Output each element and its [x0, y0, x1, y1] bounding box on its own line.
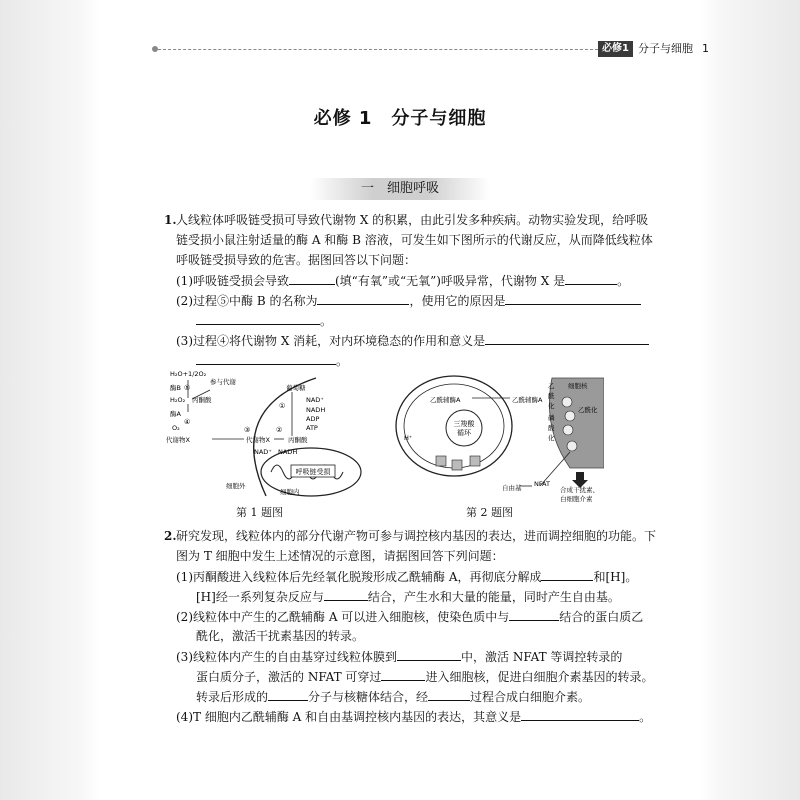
- q1-part1-text: (填“有氧”或“无氧”)呼吸异常，代谢物 X 是: [335, 274, 566, 288]
- q1-part2-text: 。: [320, 314, 333, 328]
- answer-blank[interactable]: [196, 350, 336, 365]
- pyruvate-mid-label: 丙酮酸: [288, 436, 308, 444]
- q1-stem-line: 人线粒体呼吸链受损可导致代谢物 X 的积累，由此引发多种疾病。动物实验发现，给呼吸: [176, 213, 649, 227]
- product-label-1: 合成干扰素、: [560, 486, 599, 494]
- glucose-label: 葡萄糖: [286, 384, 306, 392]
- h2o2-label: H₂O₂: [170, 396, 186, 404]
- answer-blank[interactable]: [196, 310, 320, 325]
- q1-part2-text: (2)过程⑤中酶 B 的名称为: [176, 294, 318, 308]
- tca-label-2: 循环: [457, 429, 471, 437]
- answer-blank[interactable]: [317, 290, 409, 305]
- header-title: 分子与细胞: [638, 42, 693, 55]
- q1-part1-text: (1)呼吸链受损会导致: [176, 274, 289, 288]
- chapter-title: 必修 1 分子与细胞: [313, 108, 487, 129]
- q2-part3-cont: [196, 666, 653, 687]
- figure-2-diagram: [392, 368, 604, 502]
- nad2-label: NAD⁺: [254, 448, 272, 456]
- q2-part4: [176, 706, 651, 727]
- q2-part3-text: (3)线粒体内产生的自由基穿过线粒体膜到: [176, 650, 397, 664]
- metabolite-x-left: 代谢物X: [166, 436, 190, 444]
- nucleus-label: 细胞核: [568, 382, 588, 390]
- q2-stem-line: 图为 T 细胞中发生上述情况的示意图，请据图回答下列问题：: [176, 549, 504, 563]
- q2-part3-cont: [196, 686, 590, 707]
- phosphorylation-char: 磷: [548, 414, 555, 422]
- header-rule: [158, 49, 598, 50]
- nfat-label: NFAT: [534, 480, 550, 488]
- answer-blank[interactable]: [381, 666, 425, 681]
- q1-part2-cont: [196, 310, 332, 331]
- q1-part2: [176, 290, 641, 311]
- nad-label: NAD⁺: [306, 396, 324, 404]
- step2-label: ②: [276, 426, 283, 434]
- q2-number: 2.: [164, 529, 177, 543]
- q2-part2-text: 结合的蛋白质乙: [559, 610, 644, 624]
- phosphorylation-char: 化: [548, 434, 555, 442]
- product-label-2: 白细胞介素: [560, 495, 593, 502]
- q2-part1-text: 和[H]。: [593, 570, 638, 584]
- h-plus-label: H⁺: [404, 434, 413, 442]
- q1-part2-text: ，使用它的原因是: [409, 294, 506, 308]
- figure-1-diagram: [166, 368, 376, 500]
- pyruvate-left-label: 丙酮酸: [192, 396, 212, 404]
- left-page-shadow: [0, 0, 100, 800]
- step1-label: ①: [279, 402, 286, 410]
- enzyme-a-label: 酶A: [170, 410, 181, 418]
- q2-part2-text: (2)线粒体中产生的乙酰辅酶 A 可以进入细胞核，使染色质中与: [176, 610, 510, 624]
- q2-part2: [176, 606, 643, 627]
- inside-cell-label: 细胞内: [280, 488, 300, 496]
- q2-part3-text: 中，激活 NFAT 等调控转录的: [461, 650, 623, 664]
- answer-blank[interactable]: [324, 586, 368, 601]
- outside-cell-label: 细胞外: [226, 482, 246, 490]
- o2-label: O₂: [172, 424, 180, 432]
- free-radical-label: 自由基: [502, 484, 522, 492]
- q1-part3: [176, 330, 649, 351]
- answer-blank[interactable]: [428, 686, 470, 701]
- answer-blank[interactable]: [268, 686, 308, 701]
- answer-blank[interactable]: [397, 646, 461, 661]
- q1-stem-line: 链受损小鼠注射适量的酶 A 和酶 B 溶液，可发生如下图所示的代谢反应，从而降低线粒体: [176, 233, 653, 247]
- q2-part3: [176, 646, 622, 667]
- q2-part1-cont: [196, 586, 620, 607]
- tca-label-1: 三羧酸: [453, 420, 475, 428]
- nadh2-label: NADH: [278, 448, 298, 456]
- section-title: 一 细胞呼吸: [360, 181, 439, 196]
- participate-metabolism: 参与代谢: [210, 378, 236, 386]
- q1-number: 1.: [164, 213, 177, 227]
- q2-part1-text: [H]经一系列复杂反应与: [196, 590, 324, 604]
- figure-2-caption: 第 2 题图: [466, 506, 513, 519]
- q2-part2-cont: 酰化，激活干扰素基因的转录。: [196, 629, 365, 643]
- step5-label: ⑤: [184, 384, 191, 392]
- enzyme-b-label: 酶B: [170, 384, 181, 392]
- answer-blank[interactable]: [521, 706, 639, 721]
- adp-label: ADP: [306, 415, 320, 423]
- q2-part1-text: (1)丙酮酸进入线粒体后先经氧化脱羧形成乙酰辅酶 A，再彻底分解成: [176, 570, 542, 584]
- metabolite-x-mid: 代谢物X: [246, 436, 270, 444]
- answer-blank[interactable]: [565, 270, 617, 285]
- answer-blank[interactable]: [541, 566, 593, 581]
- acetylation-char: 乙: [548, 382, 555, 390]
- q1-stem-line: 呼吸链受损导致的危害。据图回答以下问题：: [176, 253, 417, 267]
- answer-blank[interactable]: [505, 290, 641, 305]
- figure-1-caption: 第 1 题图: [236, 506, 283, 519]
- q1-part1: [176, 270, 629, 291]
- step4-label: ④: [184, 418, 191, 426]
- right-page-shadow: [700, 0, 800, 800]
- nucleus-region: [549, 378, 604, 468]
- answer-blank[interactable]: [509, 606, 559, 621]
- q2-part4-text: (4)T 细胞内乙酰辅酶 A 和自由基调控核内基因的表达，其意义是: [176, 710, 522, 724]
- q2-part3-text: 分子与核糖体结合，经: [308, 690, 429, 704]
- chain-damaged-label: 呼吸链受损: [295, 468, 331, 476]
- acetylation-char: 化: [548, 402, 555, 410]
- acetyl-coa-outer: 乙酰辅酶A: [512, 396, 543, 404]
- q2-part3-text: 转录后形成的: [196, 690, 269, 704]
- q2-part3-text: 过程合成白细胞介素。: [470, 690, 591, 704]
- acetylation-label: 乙酰化: [578, 406, 598, 414]
- q2-part1-text: 结合，产生水和大量的能量，同时产生自由基。: [367, 590, 620, 604]
- page-number: 1: [702, 42, 709, 55]
- q1-part1-text: 。: [617, 274, 630, 288]
- book-page: [100, 0, 709, 800]
- step3-label: ③: [244, 426, 251, 434]
- q2-part3-text: 蛋白质分子，激活的 NFAT 可穿过: [196, 670, 382, 684]
- q2-part1: [176, 566, 637, 587]
- q1-part3-text: 。: [336, 354, 349, 368]
- answer-blank[interactable]: [289, 270, 335, 285]
- q2-part4-text: 。: [639, 710, 652, 724]
- header-tag: 必修1: [598, 41, 633, 57]
- acetyl-coa-inner: 乙酰辅酶A: [430, 396, 461, 404]
- section-banner: [310, 178, 490, 200]
- answer-blank[interactable]: [485, 330, 649, 345]
- acetylation-char: 酰: [548, 392, 555, 400]
- q2-part3-text: 进入细胞核，促进白细胞介素基因的转录。: [425, 670, 654, 684]
- tca-cycle: [446, 410, 482, 446]
- phosphorylation-char: 酸: [548, 424, 555, 432]
- q1-part3-text: (3)过程④将代谢物 X 消耗，对内环境稳态的作用和意义是: [176, 334, 486, 348]
- atp-label: ATP: [306, 424, 318, 432]
- nadh-label: NADH: [306, 406, 326, 414]
- q2-stem-line: 研究发现，线粒体内的部分代谢产物可参与调控核内基因的表达，进而调控细胞的功能。下: [176, 529, 657, 543]
- h2o-label: H₂O+1/2O₂: [170, 370, 207, 378]
